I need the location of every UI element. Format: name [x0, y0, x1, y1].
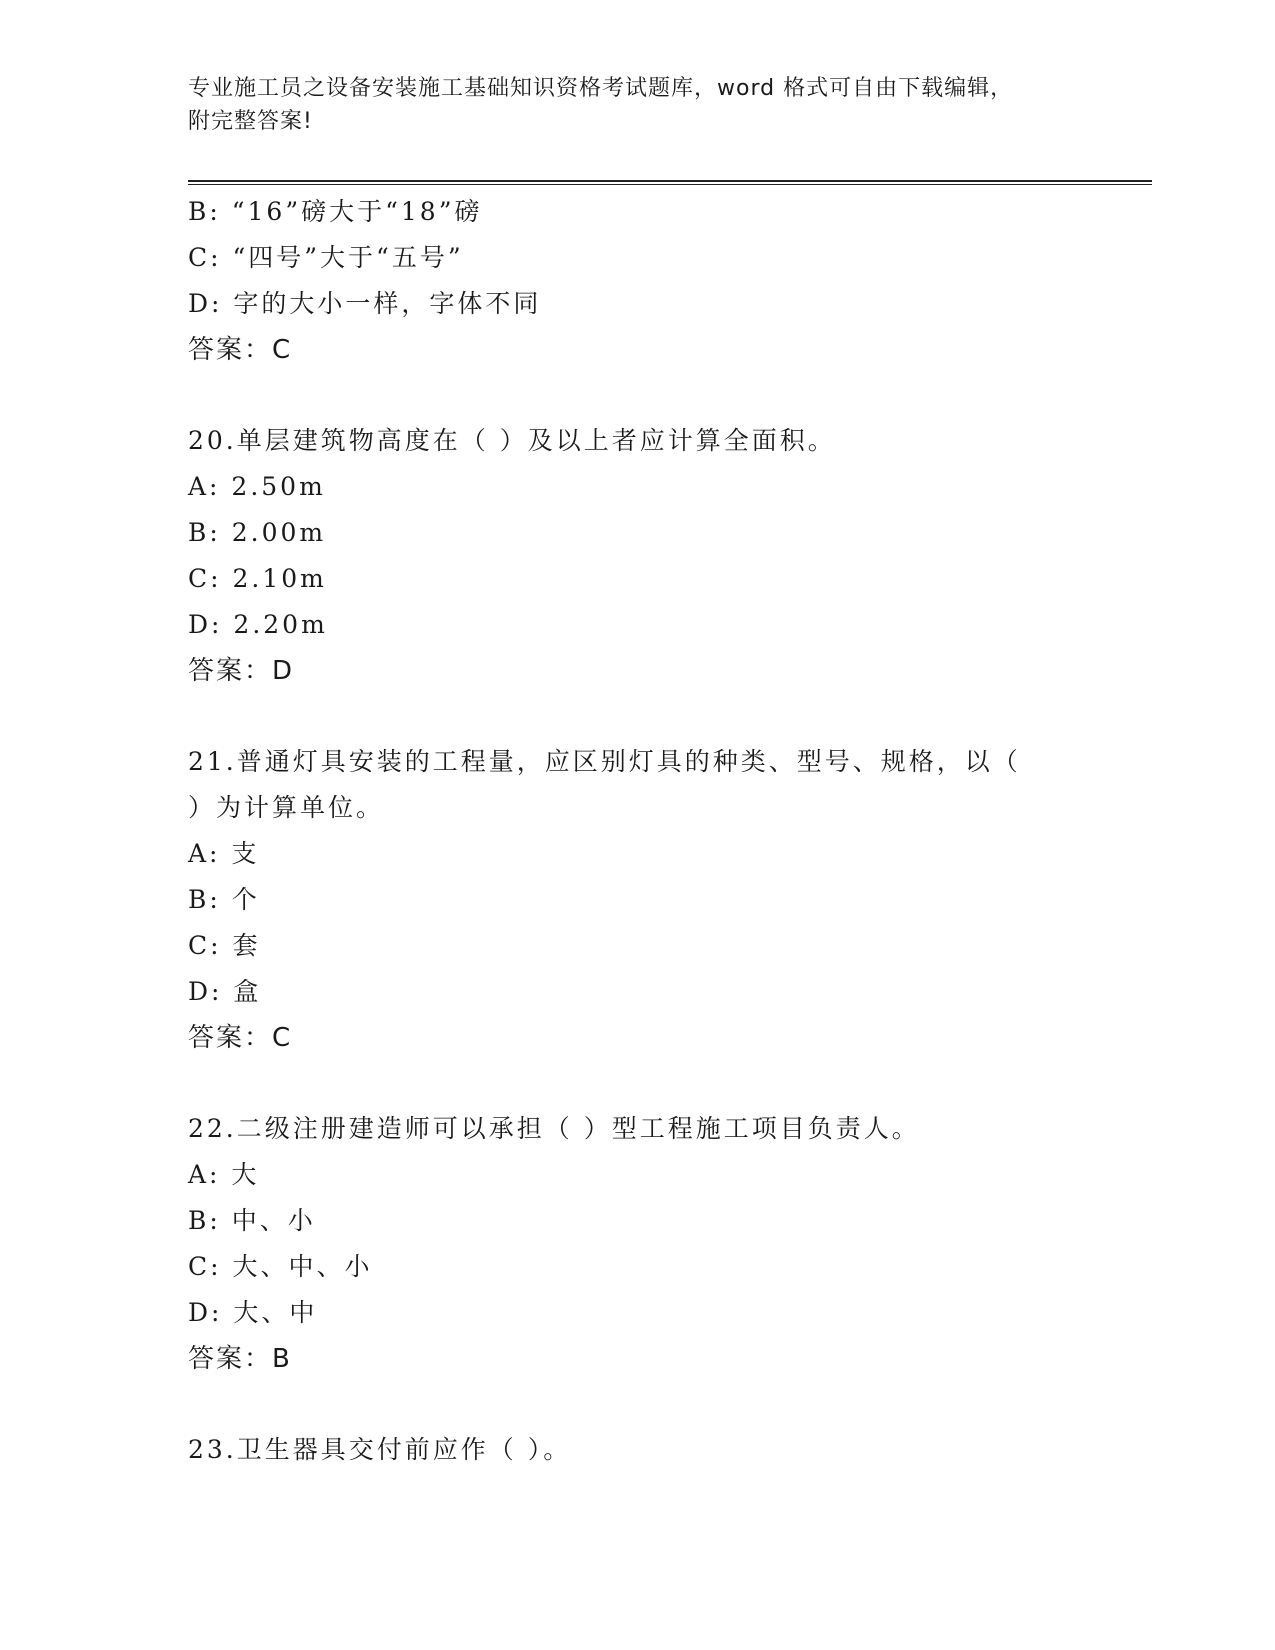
- header-rule-thick: [188, 180, 1152, 182]
- option-c: C: 套: [188, 931, 261, 960]
- answer: 答案：C: [188, 1023, 293, 1053]
- answer: 答案：B: [188, 1344, 292, 1374]
- answer: 答案：C: [188, 335, 293, 365]
- option-d: D: 2.20m: [188, 610, 328, 639]
- option-b: B: 2.00m: [188, 518, 327, 547]
- question-text-line-1: 21.普通灯具安装的工程量，应区别灯具的种类、型号、规格，以（: [188, 747, 1021, 776]
- question-22: [188, 1106, 1088, 1382]
- answer: 答案：D: [188, 656, 295, 686]
- option-c: C: 大、中、小: [188, 1252, 373, 1281]
- option-a: A: 支: [188, 839, 260, 868]
- option-d: D: 字的大小一样，字体不同: [188, 289, 542, 318]
- question-text: 22.二级注册建造师可以承担（ ）型工程施工项目负责人。: [188, 1114, 920, 1143]
- option-a: A: 大: [188, 1160, 260, 1189]
- question-23: [188, 1427, 1088, 1473]
- header-line-2: 附完整答案!: [188, 109, 313, 134]
- option-d: D: 盒: [188, 977, 262, 1006]
- header-line-1: 专业施工员之设备安装施工基础知识资格考试题库，word 格式可自由下载编辑，: [188, 76, 1014, 101]
- option-b: B: “16”磅大于“18”磅: [188, 197, 483, 226]
- option-c: C: 2.10m: [188, 564, 327, 593]
- option-c: C: “四号”大于“五号”: [188, 243, 464, 272]
- question-text: 20.单层建筑物高度在（ ）及以上者应计算全面积。: [188, 426, 836, 455]
- option-b: B: 中、小: [188, 1206, 316, 1235]
- question-text-line-2: ）为计算单位。: [188, 793, 385, 822]
- question-19: [188, 189, 1088, 373]
- question-text: 23.卫生器具交付前应作（ ）。: [188, 1435, 572, 1464]
- exam-content: [188, 189, 1088, 1473]
- option-d: D: 大、中: [188, 1298, 318, 1327]
- document-header: [188, 72, 1068, 138]
- header-rule-thin: [188, 184, 1152, 185]
- option-b: B: 个: [188, 885, 260, 914]
- question-20: [188, 418, 1088, 694]
- question-21: [188, 739, 1088, 1061]
- option-a: A: 2.50m: [188, 472, 326, 501]
